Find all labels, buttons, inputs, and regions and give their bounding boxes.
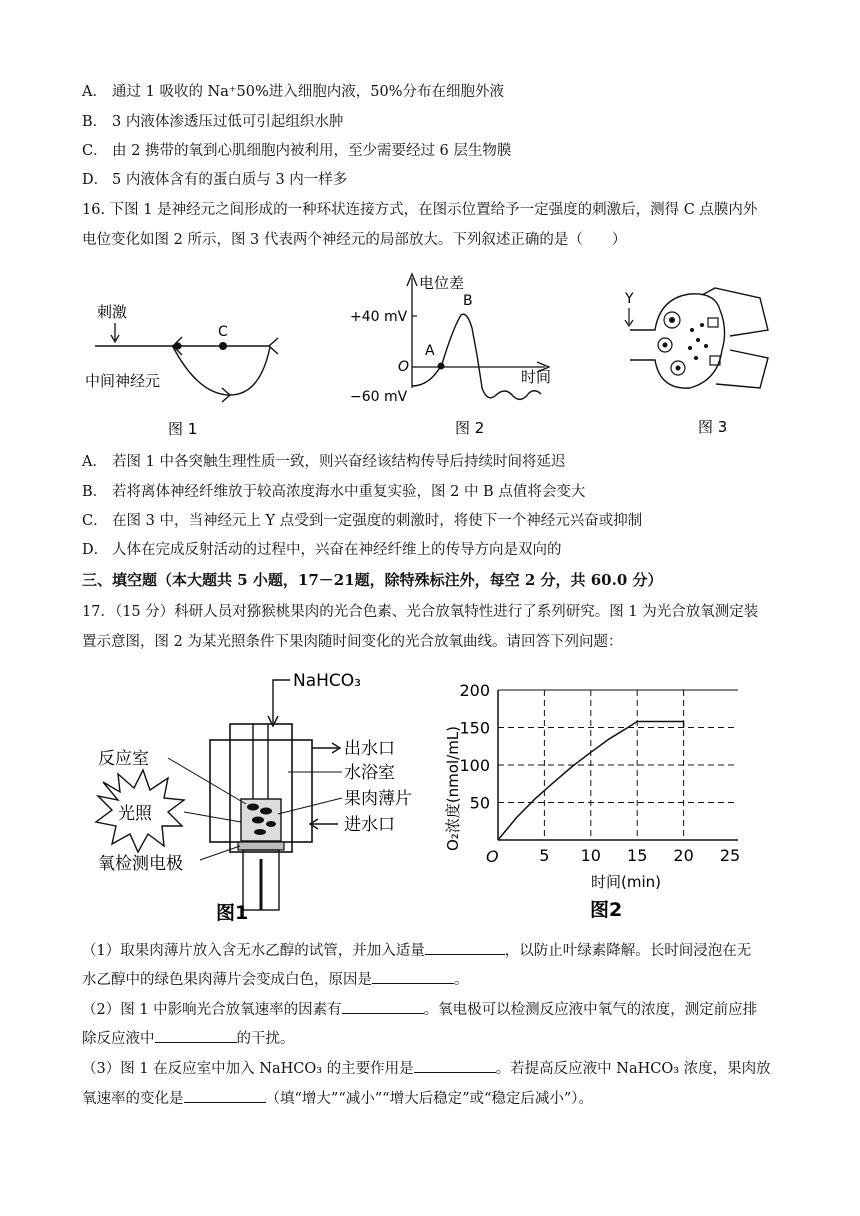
chart-origin-label: O — [486, 847, 499, 866]
apparatus-reaction-room-label: 反应室 — [98, 749, 149, 769]
apparatus-slices-label: 果肉薄片 — [344, 789, 412, 809]
apparatus-water-bath-label: 水浴室 — [344, 763, 395, 783]
fig2-x-axis-label: 时间 — [521, 368, 552, 386]
apparatus-electrode-label: 氧检测电极 — [98, 854, 183, 874]
chart-x-tick-label: 10 — [580, 846, 601, 865]
fig1-caption: 图 1 — [168, 420, 198, 438]
chart-x-tick-label: 15 — [627, 846, 648, 865]
fig3-caption: 图 3 — [698, 418, 728, 436]
answer-blank-5[interactable] — [414, 1058, 496, 1073]
fig2-origin: O — [398, 359, 410, 375]
answer-blank-1[interactable] — [425, 940, 505, 955]
answer-blank-4[interactable] — [155, 1028, 237, 1043]
q15-option-c: C． 由 2 携带的氧到心肌细胞内被利用，至少需要经过 6 层生物膜 — [82, 143, 512, 159]
q15-option-b: B． 3 内液体渗透压过低可引起组织水肿 — [82, 114, 344, 130]
q16-option-a: A． 若图 1 中各突触生理性质一致，则兴奋经该结构传导后持续时间将延迟 — [82, 454, 566, 470]
q15-option-a: A． 通过 1 吸收的 Na⁺50%进入细胞内液，50%分布在细胞外液 — [82, 84, 504, 100]
chart-y-axis-label: O₂浓度(nmol/mL) — [444, 725, 462, 851]
q16-option-b: B． 若将离体神经纤维放于较高浓度海水中重复实验，图 2 中 B 点值将会变大 — [82, 484, 586, 500]
apparatus-caption: 图1 — [216, 902, 249, 924]
fig3-y-label: Y — [625, 291, 634, 307]
q17-stem-line2: 置示意图，图 2 为某光照条件下果肉随时间变化的光合放氧曲线。请回答下列问题： — [82, 634, 623, 650]
chart-x-tick-label: 25 — [719, 846, 741, 865]
fig2-caption: 图 2 — [455, 419, 485, 437]
answer-blank-6[interactable] — [184, 1088, 266, 1103]
q16-stem-line2: 电位变化如图 2 所示，图 3 代表两个神经元的局部放大。下列叙述正确的是（ ） — [82, 232, 627, 248]
q16-stem-line1: 16. 下图 1 是神经元之间形成的一种环状连接方式，在图示位置给予一定强度的刺激后，测得 C 点膜内外 — [82, 202, 758, 218]
section3-heading: 三、填空题（本大题共 5 小题，17－21题，除特殊标注外，每空 2 分，共 60.0 分） — [82, 571, 663, 589]
answer-blank-2[interactable] — [372, 969, 454, 984]
chart-x-tick-label: 5 — [539, 846, 550, 865]
chart-y-tick-label: 100 — [459, 756, 490, 775]
fig1-neuron-label: 中间神经元 — [85, 372, 161, 390]
chart-x-tick-label: 20 — [673, 846, 694, 865]
o2-concentration-chart — [438, 676, 778, 926]
fig2-y-top-tick: +40 mV — [350, 309, 408, 325]
chart-caption: 图2 — [590, 899, 623, 921]
q16-figure-3 — [610, 280, 790, 445]
q17-figure-1 — [88, 664, 433, 924]
q16-figure-2 — [345, 268, 570, 443]
fig2-y-bottom-tick: −60 mV — [350, 389, 408, 405]
fig1-node — [175, 343, 182, 350]
chart-y-tick-label: 200 — [459, 681, 490, 700]
chart-y-tick-label: 50 — [469, 793, 490, 813]
fig2-y-axis-label: 电位差 — [419, 274, 465, 292]
fig2-point-a-label: A — [425, 343, 435, 359]
q15-option-d: D． 5 内液体含有的蛋白质与 3 内一样多 — [82, 172, 348, 188]
chart-y-tick-label: 150 — [459, 718, 490, 738]
q17-sub3-line2: 氧速率的变化是 （填“增大”“减小”“增大后稳定”或“稳定后减小”）。 — [82, 1088, 593, 1109]
fig1-c-label: C — [218, 324, 228, 340]
q17-stem-line1: 17．（15 分）科研人员对猕猴桃果肉的光合色素、光合放氧特性进行了系列研究。图 1 为光合放氧测定装 — [82, 604, 759, 620]
fig2-point-a — [438, 363, 445, 370]
q16-option-d: D． 人体在完成反射活动的过程中，兴奋在神经纤维上的传导方向是双向的 — [82, 542, 562, 558]
apparatus-outlet-label: 出水口 — [344, 739, 395, 759]
q17-sub3-line1: （3）图 1 在反应室中加入 NaHCO₃ 的主要作用是 。若提高反应液中 NaHCO₃ 浓度，果肉放 — [82, 1058, 771, 1079]
q17-sub2-line1: （2）图 1 中影响光合放氧速率的因素有 。氧电极可以检测反应液中氧气的浓度，测定前应排 — [82, 999, 757, 1020]
chart-x-axis-label: 时间(min) — [591, 873, 661, 891]
q16-figure-1 — [80, 285, 280, 445]
apparatus-light-label: 光照 — [118, 804, 152, 824]
fig1-point-c — [219, 342, 227, 350]
q17-sub1-line1: （1）取果肉薄片放入含无水乙醇的试管，并加入适量 ，以防止叶绿素降解。长时间浸泡在无 — [82, 940, 751, 961]
q17-sub2-line2: 除反应液中 的干扰。 — [82, 1028, 295, 1049]
answer-blank-3[interactable] — [342, 999, 424, 1014]
q17-sub1-line2: 水乙醇中的绿色果肉薄片会变成白色，原因是 。 — [82, 969, 469, 990]
q16-option-c: C． 在图 3 中，当神经元上 Y 点受到一定强度的刺激时，将使下一个神经元兴奋或抑制 — [82, 513, 643, 529]
fig2-point-b-label: B — [463, 293, 473, 309]
apparatus-inlet-label: 进水口 — [344, 815, 395, 835]
fig1-stimulus-label: 刺激 — [97, 303, 128, 321]
apparatus-nahco3-label: NaHCO₃ — [293, 671, 361, 691]
